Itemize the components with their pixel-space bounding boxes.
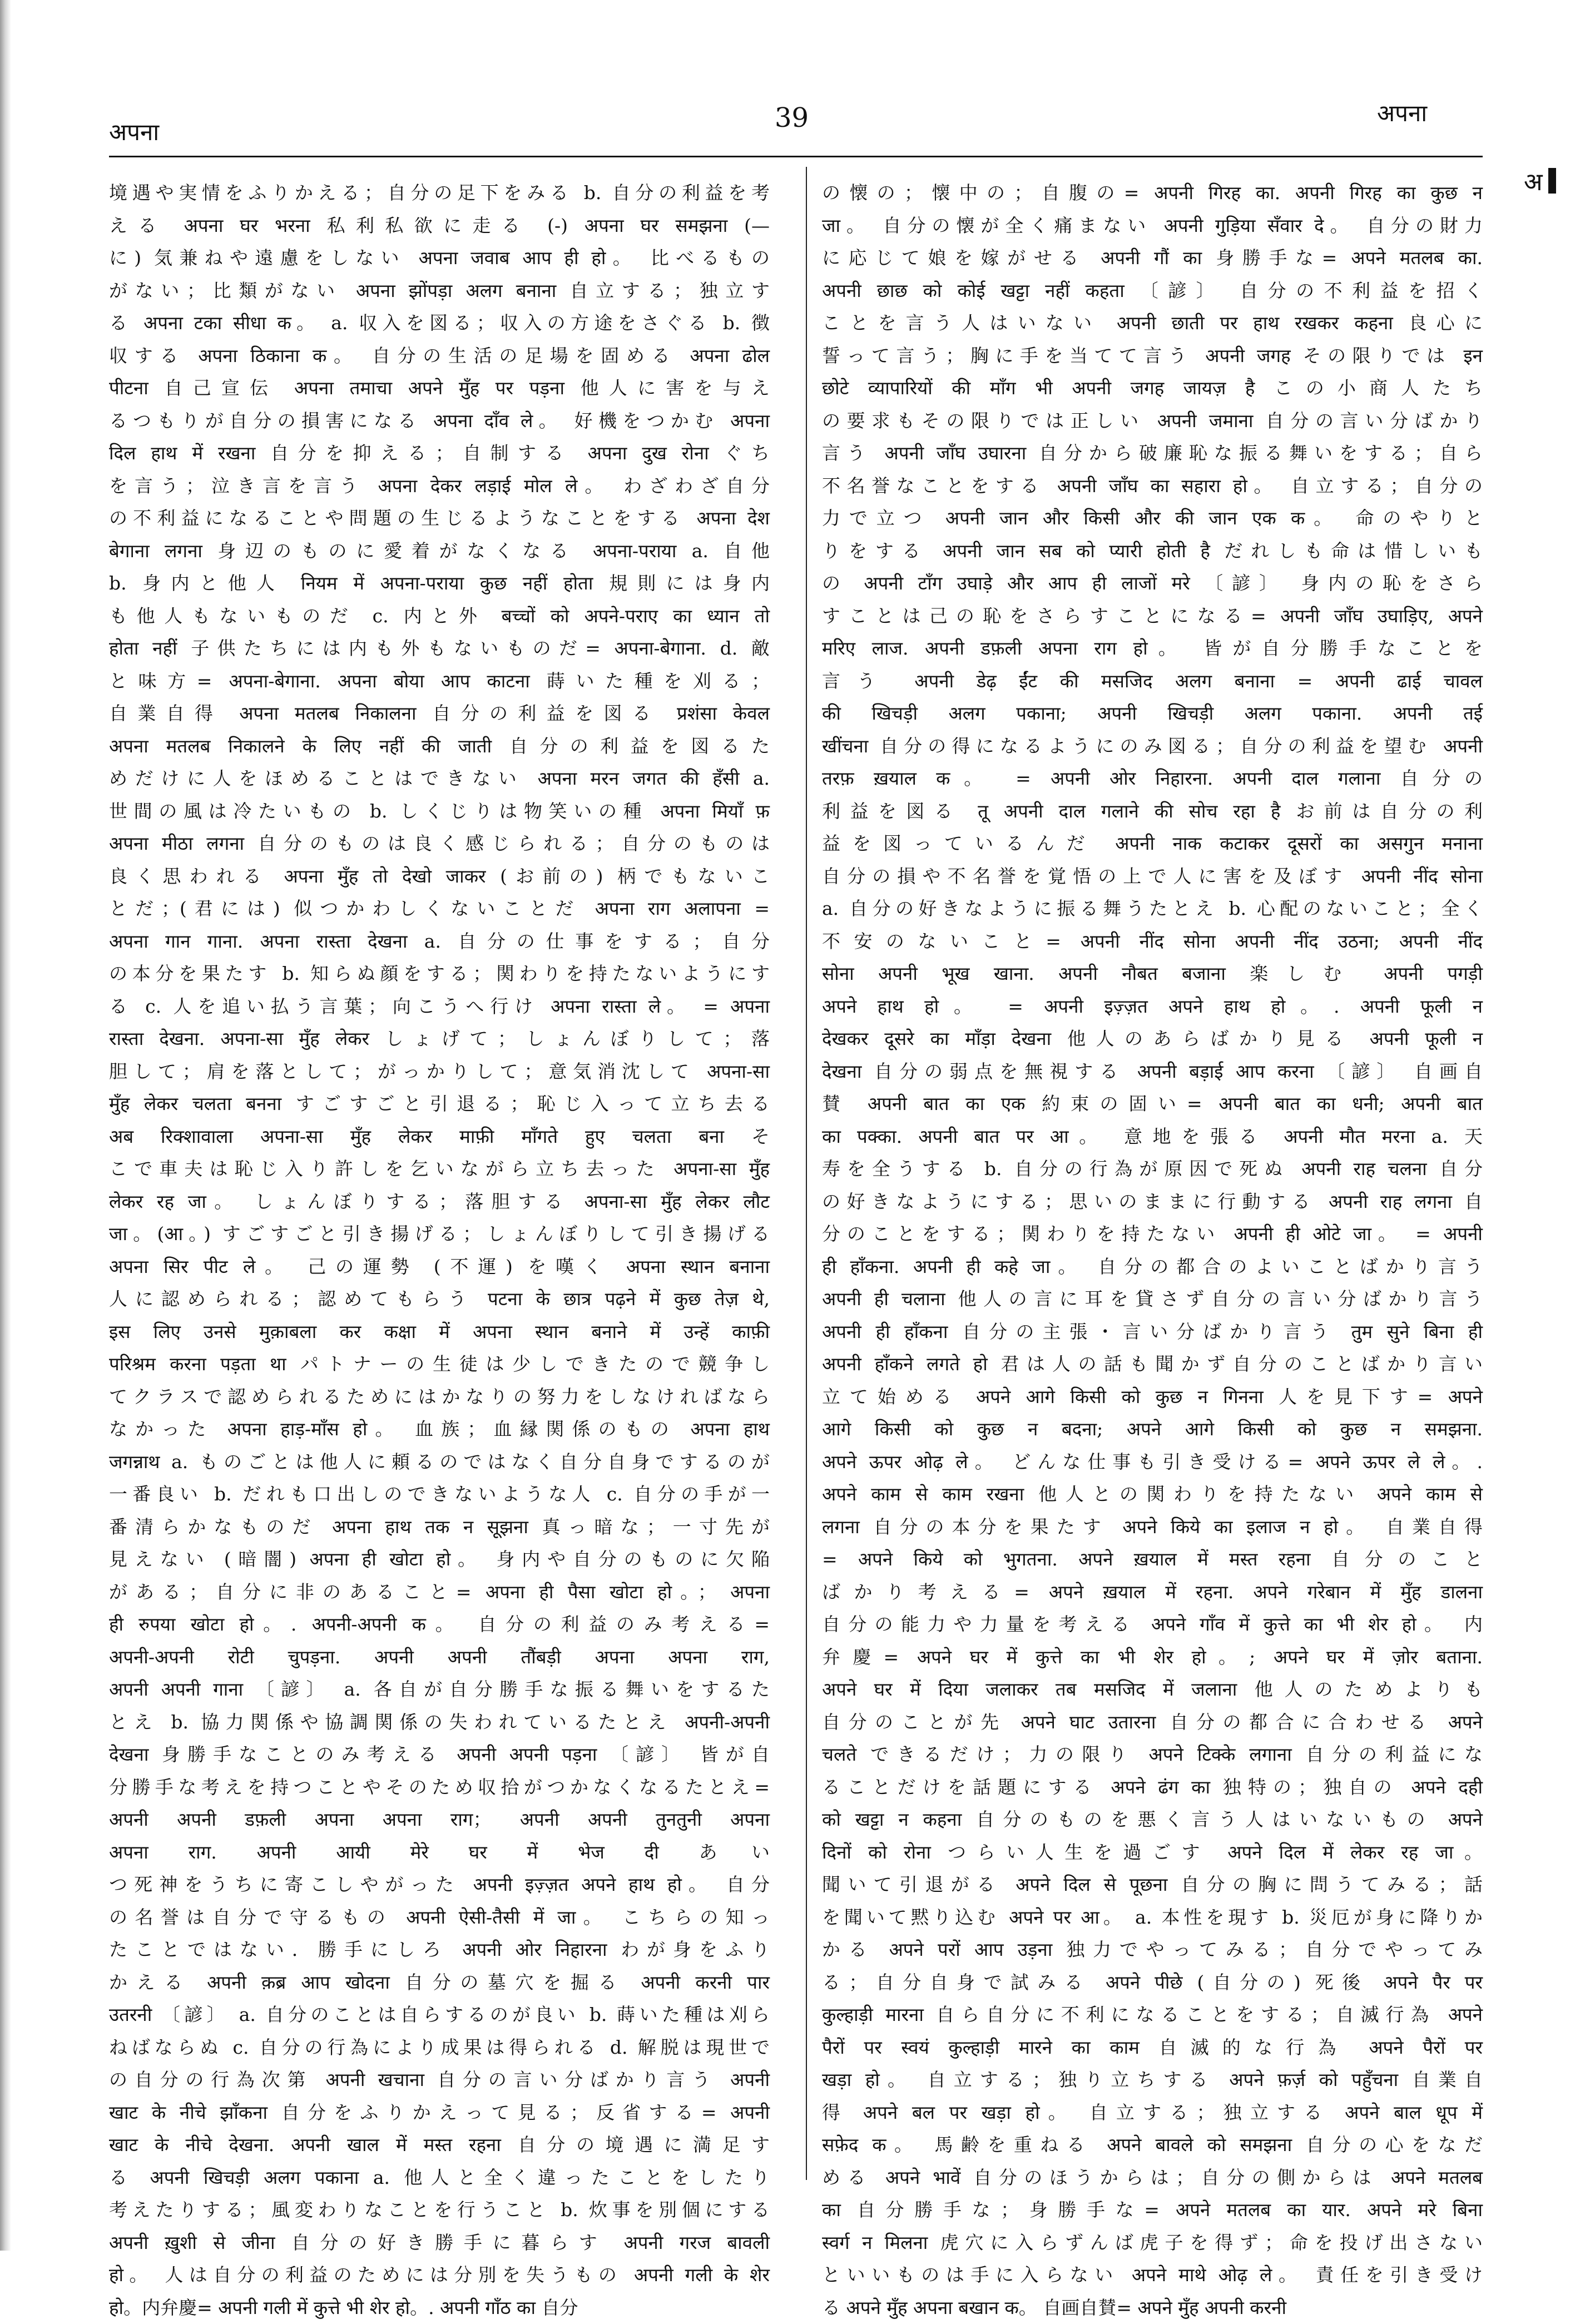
- dictionary-line: अपनी-अपनी रोटी चुपड़ना. अपनी अपनी तौंबड़ी अपना अपना राग,: [109, 1641, 770, 1674]
- left-guide-word: अपना: [109, 116, 159, 147]
- dictionary-line: ねばならぬ c. 自分の行為により成果は得られる d. 解脱は現世で: [109, 2031, 770, 2064]
- dictionary-line: अपनी ख़ुशी से जीना 自分の好き勝手に暮らす अपनी गरज बावली: [109, 2227, 770, 2259]
- dictionary-line: मरिए लाज. अपनी डफ़ली अपना राग हो。 皆が自分勝手なことを: [822, 632, 1483, 665]
- dictionary-line: めだけに人をほめることはできない अपना मरन जगत की हँसी a.: [109, 762, 770, 795]
- dictionary-line: दिनों को रोना つらい人生を過ごす अपने दिल में लेकर रह जा。: [822, 1836, 1483, 1869]
- dictionary-line: अपना मीठा लगना 自分のものは良く感じられる；自分のものは: [109, 827, 770, 860]
- dictionary-line: 胆して；肩を落として；がっかりして；意気消沈して अपना-सा: [109, 1056, 770, 1088]
- dictionary-line: 弁慶= अपने घर में कुत्ते का भी शेर हो。; अपने घर में ज़ोर बताना.: [822, 1641, 1483, 1674]
- dictionary-line: b. 身内と他人 नियम में अपना-पराया कुछ नहीं होता 規則には身内: [109, 567, 770, 600]
- dictionary-line: 考えたりする；風変わりなことを行うこと b. 炊事を別個にする: [109, 2194, 770, 2227]
- dictionary-line: इस लिए उनसे मुक़ाबला कर कक्षा में अपना स्थान बनाने में उन्हें काफ़ी: [109, 1316, 770, 1349]
- dictionary-line: を聞いて黙り込む अपने पर आ。 a. 本性を現す b. 災厄が身に降りか: [822, 1901, 1483, 1934]
- dictionary-line: देखना 自分の弱点を無視する अपनी बड़ाई आप करना 〔諺〕 自画自: [822, 1056, 1483, 1088]
- dictionary-line: = अपने किये को भुगतना. अपने ख़याल में मस्त रहना 自分のこと: [822, 1543, 1483, 1576]
- column-divider: [806, 167, 807, 2180]
- dictionary-line: अब रिक्शावाला अपना-सा मुँह लेकर माफ़ी माँगते हुए चलता बना そ: [109, 1121, 770, 1153]
- dictionary-line: 収する अपना ठिकाना क。 自分の生活の足場を固める अपना ढोल: [109, 340, 770, 373]
- dictionary-line: 益を図っているんだ अपनी नाक कटाकर दूसरों का असगुन मनाना: [822, 827, 1483, 860]
- dictionary-line: 誓って言う；胸に手を当てて言う अपनी जगह その限りでは इन: [822, 340, 1483, 373]
- dictionary-line: का 自分勝手な；身勝手な= अपने मतलब का यार. अपने मरे बिना: [822, 2194, 1483, 2227]
- dictionary-line: परिश्रम करना पड़ता था パトナーの生徒は少しできたので競争し: [109, 1348, 770, 1381]
- dictionary-line: अपने ऊपर ओढ़ ले。 どんな仕事も引き受ける= अपने ऊपर ले ले。.: [822, 1446, 1483, 1479]
- dictionary-line: 人に認められる；認めてもらう पटना के छात्र पढ़ने में कुछ तेज़ थे,: [109, 1283, 770, 1316]
- dictionary-line: かる अपने परों आप उड़ना 独力でやってみる；自分でやってみ: [822, 1934, 1483, 1966]
- dictionary-line: सफ़ेद क。 馬齢を重ねる अपने बावले को समझना 自分の心をなだ: [822, 2129, 1483, 2162]
- dictionary-line: 見えない (暗闇) अपना ही खोटा हो。 身内や自分のものに欠陥: [109, 1543, 770, 1576]
- dictionary-line: める अपने भावें 自分のほうからは；自分の側からは अपने मतलब: [822, 2162, 1483, 2194]
- dictionary-line: も他人もないものだ c. 内と外 बच्चों को अपने-पराए का ध्यान तो: [109, 600, 770, 633]
- dictionary-line: चलते できるだけ；力の限り अपने टिक्के लगाना 自分の利益にな: [822, 1738, 1483, 1771]
- dictionary-line: の自分の行為次第 अपनी खचाना 自分の言い分ばかり言う अपनी: [109, 2064, 770, 2097]
- dictionary-line: आगे किसी को कुछ न बदना; अपने आगे किसी को कुछ न समझना.: [822, 1413, 1483, 1446]
- dictionary-line: तरफ़ ख़याल क。 = अपनी ओर निहारना. अपनी दाल गलाना 自分の: [822, 762, 1483, 795]
- dictionary-line: がない；比類がない अपना झोंपड़ा अलग बनाना 自立する；独立す: [109, 275, 770, 308]
- dictionary-line: लगना 自分の本分を果たす अपने किये का इलाज न हो。 自業自得: [822, 1511, 1483, 1544]
- dictionary-line: かえる अपनी क़ब्र आप खोदना 自分の墓穴を掘る अपनी करनी पार: [109, 1966, 770, 1999]
- dictionary-line: 自業自得 अपना मतलब निकालना 自分の利益を図る प्रशंसा केवल: [109, 697, 770, 730]
- dictionary-line: ることだけを話題にする अपने ढंग का 独特の；独自の अपने दही: [822, 1771, 1483, 1804]
- dictionary-line: देखकर दूसरे का माँड़ा देखना 他人のあらばかり見る अपनी फूली न: [822, 1023, 1483, 1056]
- dictionary-line: 聞いて引退がる अपने दिल से पूछना 自分の胸に問うてみる；話: [822, 1869, 1483, 1901]
- dictionary-line: 得 अपने बल पर खड़ा हो。 自立する；独立する अपने बाल धूप में: [822, 2097, 1483, 2129]
- page-header: [0, 83, 1595, 145]
- dictionary-line: 不安のないこと= अपनी नींद सोना अपनी नींद उठना; अपनी नींद: [822, 925, 1483, 958]
- dictionary-line: 番清らかなものだ अपना हाथ तक न सूझना 真っ暗な；一寸先が: [109, 1511, 770, 1544]
- dictionary-line: a. 自分の好きなように振る舞うたとえ b. 心配のないこと；全く: [822, 893, 1483, 925]
- dictionary-line: की खिचड़ी अलग पकाना; अपनी खिचड़ी अलग पकाना. अपनी तई: [822, 697, 1483, 730]
- dictionary-line: ことを言う人はいない अपनी छाती पर हाथ रखकर कहना 良心に: [822, 307, 1483, 340]
- dictionary-line: अपने काम से काम रखना 他人との関わりを持たない अपने काम से: [822, 1478, 1483, 1511]
- page-number: 39: [775, 102, 809, 133]
- dictionary-line: ही हाँकना. अपनी ही कहे जा。 自分の都合のよいことばかり言う: [822, 1251, 1483, 1284]
- dictionary-line: मुँह लेकर चलता बनना すごすごと引退る；恥じ入って立ち去る: [109, 1088, 770, 1121]
- dictionary-line: खड़ा हो。 自立する；独り立ちする अपने फ़र्ज़ को पहुँचना 自業自: [822, 2064, 1483, 2097]
- dictionary-line: अपना मतलब निकालने के लिए नहीं की जाती 自分の利益を図るた: [109, 730, 770, 763]
- dictionary-line: पैरों पर स्वयं कुल्हाड़ी मारने का काम 自滅的な行為 अपने पैरों पर: [822, 2031, 1483, 2064]
- dictionary-line: の要求もその限りでは正しい अपनी जमाना 自分の言い分ばかり: [822, 405, 1483, 438]
- dictionary-line: छोटे व्यापारियों की माँग भी अपनी जगह जायज़ है この小商人たち: [822, 372, 1483, 405]
- header-rule: [109, 156, 1483, 157]
- dictionary-line: अपना गान गाना. अपना रास्ता देखना a. 自分の仕事をする；自分: [109, 925, 770, 958]
- dictionary-line: の本分を果たす b. 知らぬ顔をする；関わりを持たないようにす: [109, 958, 770, 990]
- dictionary-line: に) 気兼ねや遠慮をしない अपना जवाब आप ही हो。 比べるもの: [109, 242, 770, 275]
- dictionary-line: 境遇や実情をふりかえる；自分の足下をみる b. 自分の利益を考: [109, 177, 770, 210]
- dictionary-line: खाट के नीचे देखना. अपनी खाल में मस्त रहना 自分の境遇に満足す: [109, 2129, 770, 2162]
- dictionary-line: 立て始める अपने आगे किसी को कुछ न गिनना 人を見下す= अपने: [822, 1381, 1483, 1414]
- dictionary-line: अपनी अपनी डफ़ली अपना अपना राग； अपनी अपनी तुनतुनी अपना: [109, 1803, 770, 1836]
- dictionary-line: बेगाना लगना 身辺のものに愛着がなくなる अपना-पराया a. 自他: [109, 535, 770, 568]
- dictionary-line: जगन्नाथ a. ものごとは他人に頼るのではなく自分自身でするのが: [109, 1446, 770, 1479]
- dictionary-line: の不利益になることや問題の生じるようなことをする अपना देश: [109, 502, 770, 535]
- dictionary-line: に応じて娘を嫁がせる अपनी गौं का 身勝手な= अपने मतलब का.: [822, 242, 1483, 275]
- dictionary-line: अपने घर में दिया जलाकर तब मसजिद में जलाना 他人のためよりも: [822, 1673, 1483, 1706]
- dictionary-line: る c. 人を追い払う言葉；向こうへ行け अपना रास्ता ले。 = अपना: [109, 990, 770, 1023]
- dictionary-line: 自分の損や不名誉を覚悟の上で人に害を及ぼす अपनी नींद सोना: [822, 860, 1483, 893]
- dictionary-line: 力で立つ अपनी जान और किसी और की जान एक क。 命のやりと: [822, 502, 1483, 535]
- dictionary-line: अपनी हाँकने लगते हो 君は人の話も聞かず自分のことばかり言い: [822, 1348, 1483, 1381]
- dictionary-line: 自分のことが先 अपने घाट उतारना 自分の都合に合わせる अपने: [822, 1706, 1483, 1739]
- dictionary-line: の名誉は自分で守るもの अपनी ऐसी-तैसी में जा。 こちらの知っ: [109, 1901, 770, 1934]
- dictionary-line: 利益を図る तू अपनी दाल गलाने की सोच रहा है お前は自分の利: [822, 795, 1483, 828]
- dictionary-line: りをする अपनी जान सब को प्यारी होती है だれしも命は惜しいも: [822, 535, 1483, 568]
- dictionary-line: の好きなようにする；思いのままに行動する अपनी राह लगना 自: [822, 1186, 1483, 1218]
- dictionary-line: といいものは手に入らない अपने माथे ओढ़ ले。 責任を引き受け: [822, 2259, 1483, 2292]
- dictionary-line: る अपनी खिचड़ी अलग पकाना a. 他人と全く違ったことをしたり: [109, 2162, 770, 2194]
- dictionary-line: उतरनी 〔諺〕 a. 自分のことは自らするのが良い b. 蒔いた種は刈ら: [109, 1999, 770, 2031]
- page-binding-edge: [0, 0, 11, 2251]
- right-guide-word: अपना: [1377, 97, 1427, 128]
- dictionary-line: कुल्हाड़ी मारना 自ら自分に不利になることをする；自滅行為 अपने: [822, 1999, 1483, 2031]
- dictionary-line: जा。 自分の懐が全く痛まない अपनी गुड़िया सँवार दे。 自分の財力: [822, 210, 1483, 242]
- thumb-index-letter: अ: [1524, 164, 1543, 197]
- dictionary-line: てクラスで認められるためにはかなりの努力をしなければなら: [109, 1381, 770, 1414]
- dictionary-line: とだ；(君には) 似つかわしくないことだ अपना राग अलापना =: [109, 893, 770, 925]
- dictionary-line: जा。(आ。) すごすごと引き揚げる；しょんぼりして引き揚げる: [109, 1218, 770, 1251]
- right-column: [822, 177, 1483, 2168]
- dictionary-line: える अपना घर भरना 私利私欲に走る (-) अपना घर समझना (—: [109, 210, 770, 242]
- dictionary-line: का पक्का. अपनी बात पर आ。 意地を張る अपनी मौत मरना a. 天: [822, 1121, 1483, 1153]
- dictionary-line: अपने हाथ हो。 = अपनी इज़्ज़त अपने हाथ हो。. अपनी फूली न: [822, 990, 1483, 1023]
- dictionary-line: こで車夫は恥じ入り許しを乞いながら立ち去った अपना-सा मुँह: [109, 1153, 770, 1186]
- dictionary-line: 不名誉なことをする अपनी जाँघ का सहारा हो。 自立する；自分の: [822, 470, 1483, 503]
- dictionary-line: る अपना टका सीधा क。 a. 収入を図る；収入の方途をさぐる b. 徴: [109, 307, 770, 340]
- dictionary-line: の अपनी टाँग उघाड़े और आप ही लाजों मरे 〔諺〕 身内の恥をさら: [822, 567, 1483, 600]
- dictionary-line: 寿を全うする b. 自分の行為が原因で死ぬ अपनी राह चलना 自分: [822, 1153, 1483, 1186]
- dictionary-line: को खट्टा न कहना 自分のものを悪く言う人はいないもの अपने: [822, 1803, 1483, 1836]
- dictionary-line: と味方= अपना-बेगाना. अपना बोया आप काटना 蒔いた種を刈る；: [109, 665, 770, 698]
- dictionary-line: を言う；泣き言を言う अपना देकर लड़ाई मोल ले。 わざわざ自分: [109, 470, 770, 503]
- dictionary-line: ばかり考える= अपने ख़याल में रहना. अपने गरेबान में मुँह डालना: [822, 1576, 1483, 1609]
- dictionary-line: 言う अपनी जाँघ उघारना 自分から破廉恥な振る舞いをする；自ら: [822, 437, 1483, 470]
- dictionary-line: हो。内弁慶= अपनी गली में कुत्ते भी शेर हो。. अपनी गाँठ का 自分: [109, 2292, 770, 2324]
- dictionary-line: 世間の風は冷たいもの b. しくじりは物笑いの種 अपना मियाँ फ़: [109, 795, 770, 828]
- dictionary-line: 分勝手な考えを持つことやそのため収拾がつかなくなるたとえ=: [109, 1771, 770, 1804]
- dictionary-line: すことは己の恥をさらすことになる= अपनी जाँघ उघाड़िए, अपने: [822, 600, 1483, 633]
- dictionary-line: खींचना 自分の得になるようにのみ図る；自分の利益を望む अपनी: [822, 730, 1483, 763]
- dictionary-line: हो。 人は自分の利益のためには分別を失うもの अपनी गली के शेर: [109, 2259, 770, 2292]
- dictionary-line: 言う अपनी डेढ़ ईंट की मसजिद अलग बनाना = अपनी ढाई चावल: [822, 665, 1483, 698]
- dictionary-line: अपनी अपनी गाना 〔諺〕 a. 各自が自分勝手な振る舞いをするた: [109, 1673, 770, 1706]
- dictionary-line: सोना अपनी भूख खाना. अपनी नौबत बजाना 楽しむ अपनी पगड़ी: [822, 958, 1483, 990]
- dictionary-line: つ死神をうちに寄こしやがった अपनी इज़्ज़त अपने हाथ हो。 自分: [109, 1869, 770, 1901]
- dictionary-line: の懐の；懐中の；自腹の= अपनी गिरह का. अपनी गिरह का कुछ न: [822, 177, 1483, 210]
- dictionary-line: る；自分自身で試みる अपने पीछे (自分の) 死後 अपने पैर पर: [822, 1966, 1483, 1999]
- dictionary-line: 自分の能力や力量を考える अपने गाँव में कुत्ते का भी शेर हो。 内: [822, 1608, 1483, 1641]
- dictionary-line: 良く思われる अपना मुँह तो देखो जाकर (お前の) 柄でもないこ: [109, 860, 770, 893]
- dictionary-line: पीटना 自己宣伝 अपना तमाचा अपने मुँह पर पड़ना 他人に害を与え: [109, 372, 770, 405]
- dictionary-line: とえ b. 協力関係や協調関係の失われているたとえ अपनी-अपनी: [109, 1706, 770, 1739]
- dictionary-line: ही रुपया खोटा हो。. अपनी-अपनी क。 自分の利益のみ考える=: [109, 1608, 770, 1641]
- dictionary-line: る अपने मुँह अपना बखान क。 自画自賛= अपने मुँह अपनी करनी: [822, 2292, 1483, 2324]
- dictionary-line: अपनी ही हाँकना 自分の主張・言い分ばかり言う तुम सुने बिना ही: [822, 1316, 1483, 1349]
- dictionary-line: たことではない．勝手にしろ अपनी ओर निहारना わが身をふり: [109, 1934, 770, 1966]
- thumb-index: [1524, 161, 1556, 200]
- dictionary-line: अपना राग. अपनी आयी मेरे घर में भेज दी あい: [109, 1836, 770, 1869]
- dictionary-line: खाट के नीचे झाँकना 自分をふりかえって見る；反省する= अपनी: [109, 2097, 770, 2129]
- dictionary-line: अपनी छाछ को कोई खट्टा नहीं कहता 〔諺〕 自分の不利益を招く: [822, 275, 1483, 308]
- left-column: [109, 177, 770, 2168]
- dictionary-line: 一番良い b. だれも口出しのできないような人 c. 自分の手が一: [109, 1478, 770, 1511]
- dictionary-line: देखना 身勝手なことのみ考える अपनी अपनी पड़ना 〔諺〕 皆が自: [109, 1738, 770, 1771]
- dictionary-line: るつもりが自分の損害になる अपना दाँव ले。 好機をつかむ अपना: [109, 405, 770, 438]
- dictionary-line: がある；自分に非のあること= अपना ही पैसा खोटा हो。； अपना: [109, 1576, 770, 1609]
- thumb-index-mark: [1548, 168, 1556, 194]
- dictionary-line: 賛 अपनी बात का एक 約束の固い= अपनी बात का धनी; अपनी बात: [822, 1088, 1483, 1121]
- dictionary-line: रास्ता देखना. अपना-सा मुँह लेकर しょげて；しょんぼりして；落: [109, 1023, 770, 1056]
- dictionary-line: दिल हाथ में रखना 自分を抑える；自制する अपना दुख रोना ぐち: [109, 437, 770, 470]
- dictionary-line: अपना सिर पीट ले。 己の運勢 (不運) を嘆く अपना स्थान बनाना: [109, 1251, 770, 1284]
- dictionary-line: लेकर रह जा。 しょんぼりする；落胆する अपना-सा मुँह लेकर लौट: [109, 1186, 770, 1218]
- dictionary-line: स्वर्ग न मिलना 虎穴に入らずんば虎子を得ず；命を投げ出さない: [822, 2227, 1483, 2259]
- dictionary-line: होता नहीं 子供たちには内も外もないものだ= अपना-बेगाना. d. 敵: [109, 632, 770, 665]
- dictionary-line: अपनी ही चलाना 他人の言に耳を貸さず自分の言い分ばかり言う: [822, 1283, 1483, 1316]
- dictionary-line: 分のことをする；関わりを持たない अपनी ही ओटे जा。 = अपनी: [822, 1218, 1483, 1251]
- dictionary-line: なかった अपना हाड़-माँस हो。 血族；血縁関係のもの अपना हाथ: [109, 1413, 770, 1446]
